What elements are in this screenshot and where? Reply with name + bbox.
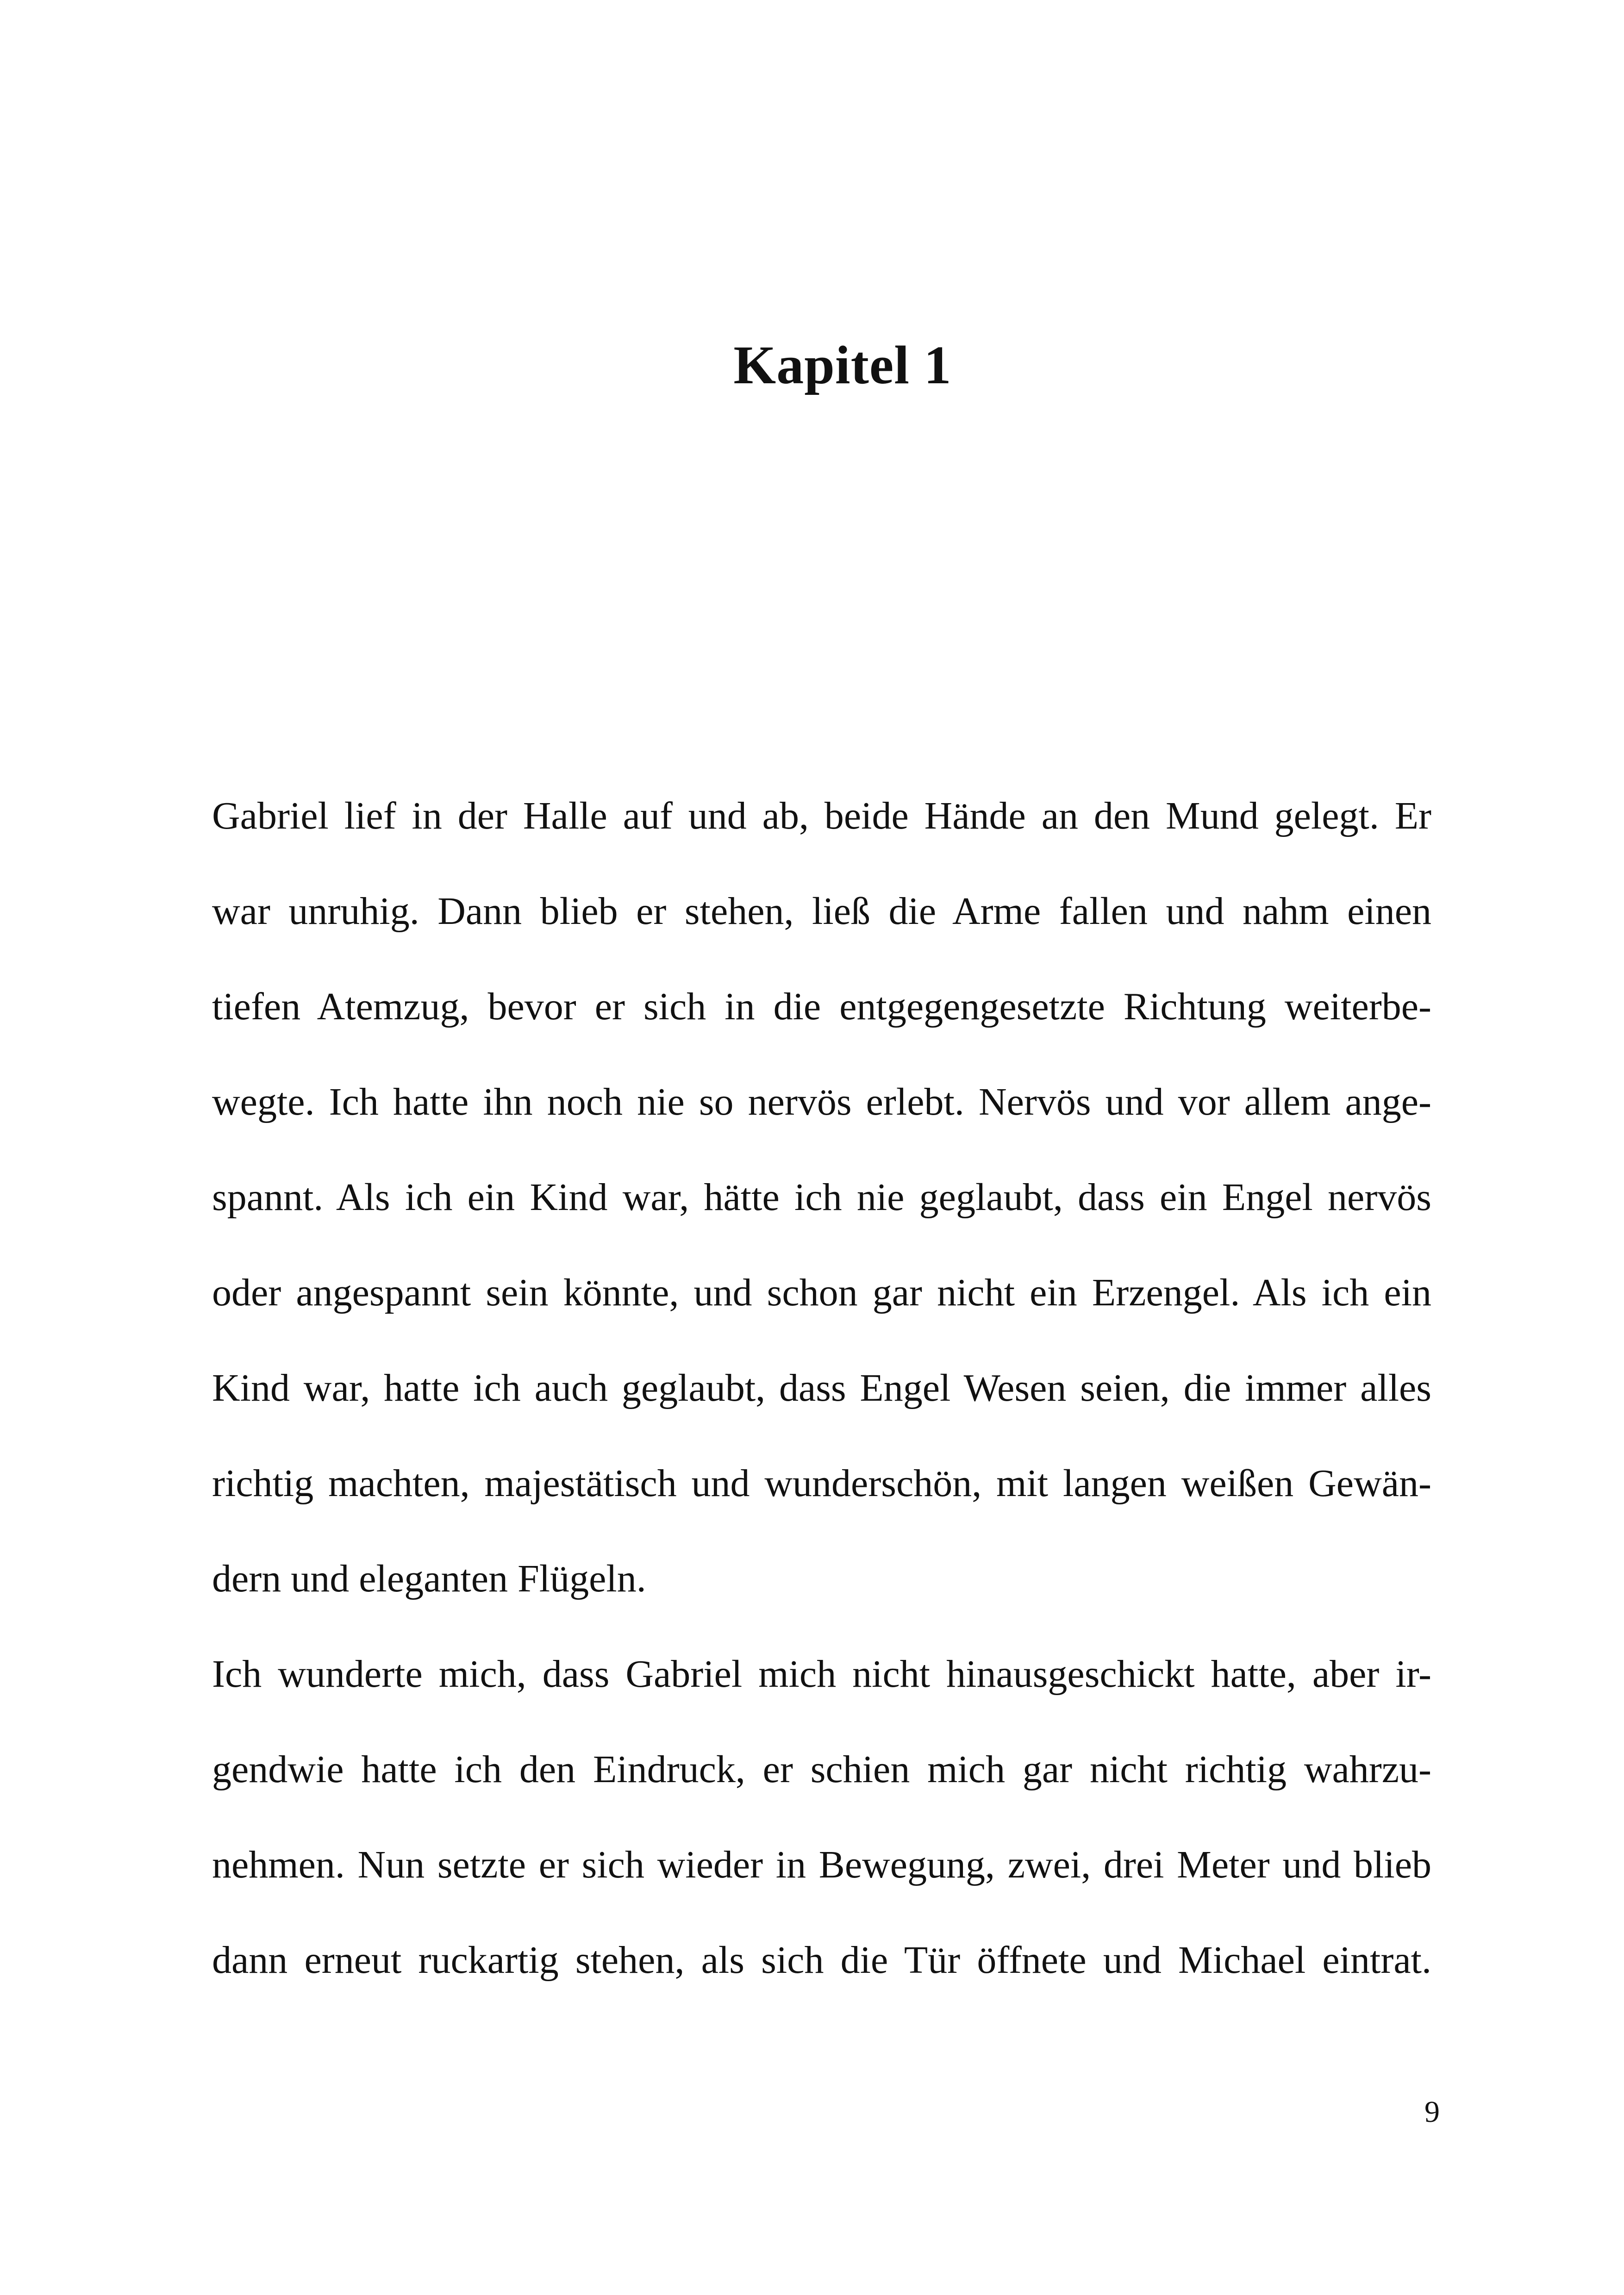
text-line: gendwie hatte ich den Eindruck, er schien mich gar nicht richtig wahrzu-: [212, 1748, 1431, 1791]
text-line: oder angespannt sein könnte, und schon gar nicht ein Erzengel. Als ich ein: [212, 1271, 1431, 1314]
text-line: dann erneut ruckartig stehen, als sich die Tür öffnete und Michael eintrat.: [212, 1939, 1431, 1982]
text-line: tiefen Atemzug, bevor er sich in die entgegengesetzte Richtung weiterbe-: [212, 985, 1431, 1028]
text-line: Kind war, hatte ich auch geglaubt, dass Engel Wesen seien, die immer alles: [212, 1366, 1431, 1409]
text-line: wegte. Ich hatte ihn noch nie so nervös erlebt. Nervös und vor allem ange-: [212, 1080, 1431, 1123]
text-line: Gabriel lief in der Halle auf und ab, beide Hände an den Mund gelegt. Er: [212, 794, 1431, 837]
text-line: nehmen. Nun setzte er sich wieder in Bewegung, zwei, drei Meter und blieb: [212, 1843, 1431, 1886]
body-text: [212, 768, 1431, 2008]
text-line: spannt. Als ich ein Kind war, hätte ich nie geglaubt, dass ein Engel nervös: [212, 1176, 1431, 1219]
text-line: dern und eleganten Flügeln.: [212, 1557, 646, 1600]
page-number: 9: [1424, 2095, 1440, 2129]
text-line: war unruhig. Dann blieb er stehen, ließ die Arme fallen und nahm einen: [212, 890, 1431, 933]
chapter-title: Kapitel 1: [733, 335, 952, 395]
text-line: Ich wunderte mich, dass Gabriel mich nicht hinausgeschickt hatte, aber ir-: [212, 1653, 1431, 1696]
text-line: richtig machten, majestätisch und wunderschön, mit langen weißen Gewän-: [212, 1462, 1431, 1505]
